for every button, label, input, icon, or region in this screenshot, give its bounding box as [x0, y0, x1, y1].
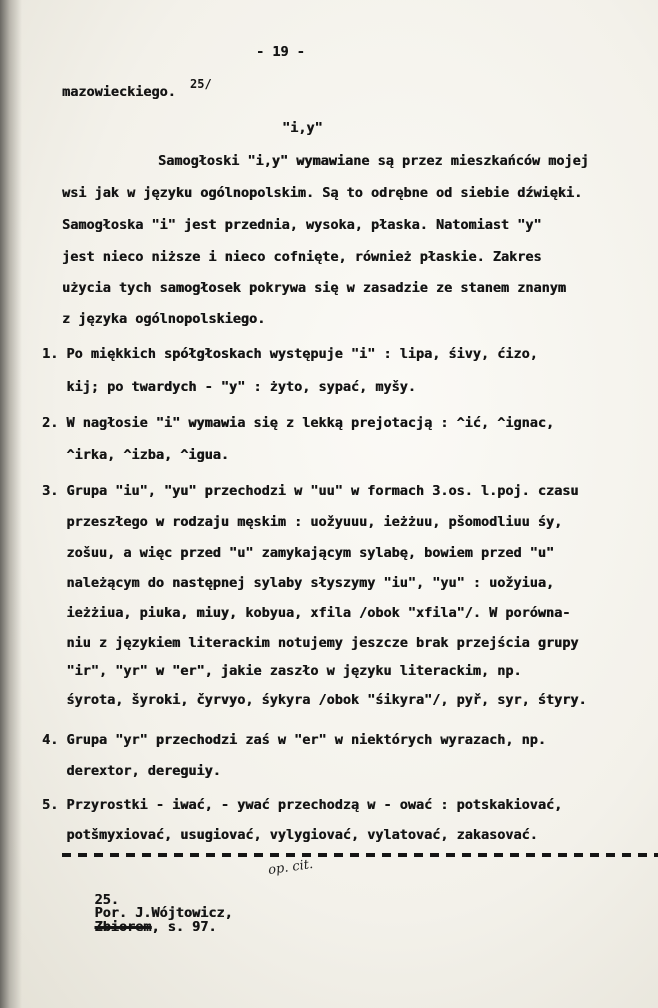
footnote-struck-word: Zbiorem — [94, 918, 152, 935]
list-item-1-cont: kij; po twardych - "y" : żyto, sypać, myšy. — [42, 379, 416, 395]
text-line: wsi jak w języku ogólnopolskim. Są to odrębne od siebie dźwięki. — [62, 185, 583, 201]
text-line: użycia tych samogłosek pokrywa się w zasadzie ze stanem znanym — [62, 280, 566, 296]
list-item-3-cont: zošuu, a więc przed "u" zamykającym sylabę, bowiem przed "u" — [42, 545, 555, 561]
list-item-3-cont: niu z językiem literackim notujemy jeszcze brak przejścia grupy — [42, 635, 579, 651]
list-item-4-cont: derextor, dereguiy. — [42, 763, 221, 779]
list-item-3-cont: "ir", "yr" w "er", jakie zaszło w języku literackim, np. — [42, 663, 522, 679]
footnote-number: 25. — [94, 891, 119, 908]
list-item-1: 1. Po miękkich spółgłoskach występuje "i" : lipa, śivy, ćizo, — [42, 346, 538, 362]
footnote-text: Por. J.Wójtowicz, — [94, 905, 233, 921]
list-item-3-cont: należącym do następnej sylaby słyszymy "iu", "yu" : uožyiua, — [42, 575, 555, 591]
list-item-2: 2. W nagłosie "i" wymawia się z lekką prejotacją : ^ić, ^ignac, — [42, 415, 555, 431]
list-item-3: 3. Grupa "iu", "yu" przechodzi w "uu" w formach 3.os. l.poj. czasu — [42, 483, 579, 499]
footnote — [62, 880, 233, 948]
list-item-4: 4. Grupa "yr" przechodzi zaś w "er" w niektórych wyrazach, np. — [42, 732, 546, 748]
list-item-3-cont: śyrota, šyroki, čyrvyo, śykyra /obok "śikyra"/, pyř, syr, śtyry. — [42, 692, 587, 708]
footnote-separator — [62, 853, 658, 857]
list-item-5-cont: potšmyxiovać, usugiovać, vylygiovać, vylatovać, zakasovać. — [42, 827, 538, 843]
text-line: jest nieco niższe i nieco cofnięte, również płaskie. Zakres — [62, 249, 542, 265]
list-item-3-cont: ieżżiua, piuka, miuy, kobyua, xfila /obok "xfila"/. W porówna- — [42, 605, 571, 621]
footnote-text-after: , s. 97. — [151, 918, 217, 935]
list-item-3-cont: przeszłego w rodzaju męskim : uožyuuu, ieżżuu, pšomodliuu śy, — [42, 514, 563, 530]
text-line: z języka ogólnopolskiego. — [62, 311, 266, 327]
section-heading: "i,y" — [282, 120, 323, 136]
handwritten-annotation: op. cit. — [267, 856, 315, 879]
text-line: mazowieckiego. — [62, 84, 176, 100]
list-item-5: 5. Przyrostki - iwać, - ywać przechodzą w - ować : potskakiovać, — [42, 797, 563, 813]
text-line: Samogłoski "i,y" wymawiane są przez mieszkańców mojej — [158, 153, 589, 169]
scan-edge-shadow — [0, 0, 22, 1008]
text-line: Samogłoska "i" jest przednia, wysoka, płaska. Natomiast "y" — [62, 217, 542, 233]
list-item-2-cont: ^irka, ^izba, ^igua. — [42, 447, 229, 463]
footnote-marker: 25/ — [190, 77, 212, 91]
page-number: - 19 - — [256, 44, 305, 60]
